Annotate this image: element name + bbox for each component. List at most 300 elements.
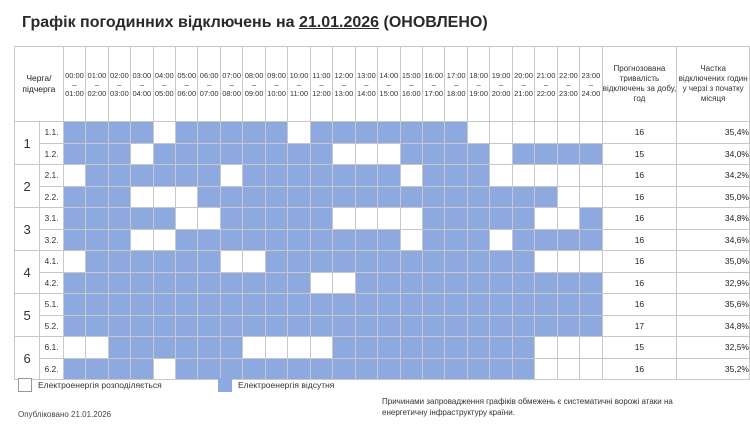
- hour-from: 12:00: [334, 70, 354, 80]
- subqueue-label: 2.2.: [40, 186, 63, 208]
- hour-to: 21:00: [514, 88, 533, 98]
- outage-cell: [243, 208, 265, 230]
- outage-cell: [288, 143, 310, 165]
- outage-cell: [535, 229, 557, 251]
- outage-cell: [423, 294, 445, 316]
- outage-cell: [176, 358, 198, 380]
- hour-header: [580, 47, 602, 122]
- hour-header: [198, 47, 220, 122]
- power-cell: [265, 337, 287, 359]
- duration-value: 16: [602, 358, 677, 380]
- power-cell: [557, 251, 579, 273]
- outage-cell: [355, 165, 377, 187]
- power-cell: [153, 358, 175, 380]
- hour-to: 16:00: [401, 88, 421, 98]
- hour-from: 16:00: [424, 70, 444, 80]
- outage-cell: [400, 122, 422, 144]
- power-cell: [400, 208, 422, 230]
- outage-cell: [176, 165, 198, 187]
- power-cell: [153, 229, 175, 251]
- subqueue-label: 4.1.: [40, 251, 63, 273]
- outage-cell: [198, 229, 220, 251]
- subqueue-label: 4.2.: [40, 272, 63, 294]
- outage-cell: [467, 315, 489, 337]
- outage-cell: [198, 337, 220, 359]
- outage-cell: [400, 315, 422, 337]
- outage-cell: [176, 272, 198, 294]
- power-cell: [557, 358, 579, 380]
- table-row: [15, 165, 750, 187]
- outage-cell: [512, 294, 534, 316]
- outage-cell: [265, 143, 287, 165]
- outage-cell: [378, 186, 400, 208]
- outage-cell: [467, 208, 489, 230]
- hour-header: [378, 47, 400, 122]
- outage-cell: [131, 122, 153, 144]
- outage-cell: [467, 358, 489, 380]
- outage-cell: [86, 165, 108, 187]
- outage-cell: [310, 186, 332, 208]
- duration-value: 16: [602, 186, 677, 208]
- subqueue-label: 1.2.: [40, 143, 63, 165]
- power-cell: [63, 337, 85, 359]
- duration-value: 16: [602, 272, 677, 294]
- hour-header: [512, 47, 534, 122]
- queue-number: 4: [15, 251, 40, 294]
- hour-to: 06:00: [177, 88, 197, 98]
- queue-number: 2: [15, 165, 40, 208]
- outage-cell: [220, 315, 242, 337]
- outage-cell: [535, 272, 557, 294]
- hour-dash: –: [274, 79, 279, 89]
- outage-cell: [265, 186, 287, 208]
- outage-cell: [220, 358, 242, 380]
- power-cell: [333, 208, 355, 230]
- outage-cell: [378, 229, 400, 251]
- outage-cell: [153, 251, 175, 273]
- outage-cell: [220, 229, 242, 251]
- hour-from: 03:00: [132, 70, 152, 80]
- power-cell: [557, 122, 579, 144]
- power-cell: [355, 143, 377, 165]
- hour-dash: –: [341, 79, 346, 89]
- outage-cell: [400, 143, 422, 165]
- outage-cell: [535, 294, 557, 316]
- share-value: 34,2%: [677, 165, 750, 187]
- outage-cell: [86, 229, 108, 251]
- outage-cell: [198, 358, 220, 380]
- hour-header: [490, 47, 512, 122]
- hour-to: 23:00: [559, 88, 578, 98]
- outage-cell: [535, 186, 557, 208]
- outage-cell: [243, 294, 265, 316]
- outage-cell: [153, 337, 175, 359]
- outage-cell: [86, 251, 108, 273]
- outage-cell: [557, 272, 579, 294]
- hour-dash: –: [521, 79, 526, 89]
- hour-from: 20:00: [514, 70, 533, 80]
- outage-cell: [86, 358, 108, 380]
- hour-to: 18:00: [446, 88, 466, 98]
- outage-cell: [423, 122, 445, 144]
- hour-header: [333, 47, 355, 122]
- outage-cell: [108, 315, 130, 337]
- outage-cell: [333, 122, 355, 144]
- outage-cell: [86, 208, 108, 230]
- outage-cell: [355, 229, 377, 251]
- hour-dash: –: [543, 79, 549, 89]
- hour-dash: –: [117, 79, 122, 89]
- outage-cell: [243, 229, 265, 251]
- power-cell: [557, 208, 579, 230]
- outage-cell: [580, 315, 602, 337]
- hour-from: 06:00: [199, 70, 219, 80]
- outage-cell: [108, 294, 130, 316]
- published-date: Опубліковано 21.01.2026: [18, 410, 112, 419]
- outage-cell: [220, 143, 242, 165]
- outage-cell: [355, 358, 377, 380]
- hour-dash: –: [252, 79, 257, 89]
- outage-cell: [445, 186, 467, 208]
- outage-cell: [423, 208, 445, 230]
- outage-cell: [355, 294, 377, 316]
- power-cell: [490, 122, 512, 144]
- outage-cell: [467, 272, 489, 294]
- power-cell: [535, 337, 557, 359]
- legend-on-label: Електроенергія розподіляється: [38, 380, 162, 390]
- hour-header: [557, 47, 579, 122]
- hour-header: [310, 47, 332, 122]
- outage-cell: [243, 165, 265, 187]
- power-cell: [400, 165, 422, 187]
- outage-cell: [198, 272, 220, 294]
- table-row: [15, 143, 750, 165]
- outage-cell: [63, 315, 85, 337]
- outage-cell: [153, 294, 175, 316]
- outage-cell: [512, 358, 534, 380]
- outage-cell: [355, 122, 377, 144]
- hour-header: [243, 47, 265, 122]
- hour-header: [176, 47, 198, 122]
- outage-cell: [243, 315, 265, 337]
- outage-cell: [467, 186, 489, 208]
- hour-from: 11:00: [312, 70, 331, 80]
- power-cell: [580, 165, 602, 187]
- outage-cell: [86, 143, 108, 165]
- outage-cell: [220, 337, 242, 359]
- outage-cell: [153, 143, 175, 165]
- hour-dash: –: [139, 79, 144, 89]
- power-cell: [220, 165, 242, 187]
- outage-cell: [108, 229, 130, 251]
- outage-cell: [176, 122, 198, 144]
- outage-cell: [108, 165, 130, 187]
- table-row: [15, 358, 750, 380]
- hour-from: 18:00: [469, 70, 489, 80]
- outage-cell: [86, 186, 108, 208]
- outage-cell: [153, 315, 175, 337]
- outage-cell: [86, 315, 108, 337]
- power-cell: [490, 229, 512, 251]
- power-cell: [176, 186, 198, 208]
- subqueue-label: 3.2.: [40, 229, 63, 251]
- table-row: [15, 272, 750, 294]
- share-value: 34,0%: [677, 143, 750, 165]
- hour-from: 05:00: [177, 70, 197, 80]
- hour-to: 01:00: [65, 88, 84, 98]
- table-row: [15, 208, 750, 230]
- outage-cell: [198, 315, 220, 337]
- outage-cell: [108, 186, 130, 208]
- outage-cell: [131, 272, 153, 294]
- table-row: [15, 337, 750, 359]
- legend-on-swatch: [18, 378, 32, 392]
- power-cell: [63, 251, 85, 273]
- legend-on: [18, 378, 162, 392]
- outage-cell: [333, 294, 355, 316]
- outage-cell: [288, 358, 310, 380]
- hour-from: 23:00: [581, 70, 601, 80]
- hour-header: [131, 47, 153, 122]
- outage-cell: [265, 358, 287, 380]
- duration-value: 16: [602, 294, 677, 316]
- outage-cell: [265, 165, 287, 187]
- power-cell: [153, 122, 175, 144]
- queue-number: 3: [15, 208, 40, 251]
- power-cell: [153, 186, 175, 208]
- hour-to: 17:00: [424, 88, 444, 98]
- subqueue-label: 1.1.: [40, 122, 63, 144]
- power-cell: [512, 165, 534, 187]
- power-cell: [63, 165, 85, 187]
- hour-from: 08:00: [244, 70, 264, 80]
- hour-header: [63, 47, 85, 122]
- outage-cell: [198, 122, 220, 144]
- outage-cell: [400, 337, 422, 359]
- outage-cell: [355, 186, 377, 208]
- outage-cell: [63, 229, 85, 251]
- power-cell: [535, 165, 557, 187]
- outage-cell: [86, 294, 108, 316]
- hour-dash: –: [229, 79, 234, 89]
- outage-cell: [265, 122, 287, 144]
- outage-cell: [198, 294, 220, 316]
- outage-cell: [400, 251, 422, 273]
- hour-dash: –: [588, 79, 593, 89]
- duration-value: 16: [602, 165, 677, 187]
- power-cell: [243, 251, 265, 273]
- hour-header: [467, 47, 489, 122]
- outage-cell: [423, 337, 445, 359]
- outage-cell: [580, 143, 602, 165]
- hour-from: 09:00: [267, 70, 286, 80]
- outage-cell: [310, 165, 332, 187]
- outage-cell: [490, 272, 512, 294]
- outage-cell: [512, 337, 534, 359]
- power-cell: [310, 272, 332, 294]
- queue-header: Черга/ підчерга: [15, 47, 64, 122]
- outage-cell: [490, 294, 512, 316]
- outage-cell: [557, 315, 579, 337]
- page-title: [22, 14, 488, 32]
- outage-cell: [467, 251, 489, 273]
- outage-cell: [108, 143, 130, 165]
- outage-cell: [467, 143, 489, 165]
- hour-dash: –: [476, 79, 481, 89]
- power-cell: [580, 251, 602, 273]
- outage-cell: [198, 165, 220, 187]
- hour-to: 02:00: [87, 88, 107, 98]
- subqueue-label: 5.1.: [40, 294, 63, 316]
- outage-cell: [400, 358, 422, 380]
- hour-dash: –: [499, 79, 504, 89]
- share-value: 35,4%: [677, 122, 750, 144]
- outage-cell: [445, 315, 467, 337]
- duration-value: 15: [602, 337, 677, 359]
- outage-cell: [131, 358, 153, 380]
- outage-cell: [198, 186, 220, 208]
- outage-cell: [535, 315, 557, 337]
- subqueue-label: 6.2.: [40, 358, 63, 380]
- outage-cell: [131, 165, 153, 187]
- outage-cell: [445, 272, 467, 294]
- legend-off: [218, 378, 334, 392]
- outage-cell: [288, 186, 310, 208]
- outage-cell: [333, 358, 355, 380]
- outage-cell: [198, 251, 220, 273]
- outage-cell: [288, 294, 310, 316]
- outage-cell: [310, 251, 332, 273]
- outage-cell: [557, 143, 579, 165]
- power-cell: [220, 251, 242, 273]
- power-cell: [131, 229, 153, 251]
- outage-cell: [512, 251, 534, 273]
- outage-cell: [288, 315, 310, 337]
- power-cell: [535, 122, 557, 144]
- outage-cell: [243, 143, 265, 165]
- duration-value: 16: [602, 208, 677, 230]
- table-row: [15, 294, 750, 316]
- outage-cell: [220, 208, 242, 230]
- outage-cell: [445, 165, 467, 187]
- power-cell: [400, 229, 422, 251]
- duration-header: Прогнозована тривалість відключень за добу, год: [602, 47, 677, 122]
- outage-cell: [512, 143, 534, 165]
- power-cell: [310, 337, 332, 359]
- outage-cell: [86, 272, 108, 294]
- schedule-table: [14, 46, 750, 380]
- table-row: [15, 186, 750, 208]
- outage-cell: [86, 122, 108, 144]
- hour-dash: –: [184, 79, 189, 89]
- hour-to: 15:00: [379, 88, 399, 98]
- outage-cell: [63, 358, 85, 380]
- power-cell: [535, 251, 557, 273]
- outage-cell: [176, 315, 198, 337]
- outage-cell: [288, 229, 310, 251]
- share-value: 32,5%: [677, 337, 750, 359]
- duration-value: 16: [602, 229, 677, 251]
- outage-cell: [108, 122, 130, 144]
- hour-header: [400, 47, 422, 122]
- outage-cell: [378, 337, 400, 359]
- hour-from: 07:00: [222, 70, 242, 80]
- outage-cell: [467, 165, 489, 187]
- hour-dash: –: [431, 79, 436, 89]
- hour-from: 19:00: [491, 70, 511, 80]
- outage-cell: [108, 358, 130, 380]
- power-cell: [131, 143, 153, 165]
- outage-cell: [131, 251, 153, 273]
- outage-cell: [378, 122, 400, 144]
- hour-dash: –: [454, 79, 459, 89]
- outage-cell: [333, 186, 355, 208]
- outage-cell: [176, 229, 198, 251]
- share-value: 35,0%: [677, 251, 750, 273]
- hour-dash: –: [162, 79, 167, 89]
- outage-cell: [176, 294, 198, 316]
- outage-cell: [467, 337, 489, 359]
- hour-header: [265, 47, 287, 122]
- outage-cell: [445, 251, 467, 273]
- table-row: [15, 122, 750, 144]
- outage-cell: [220, 272, 242, 294]
- legend-off-swatch: [218, 378, 232, 392]
- power-cell: [243, 337, 265, 359]
- hour-dash: –: [386, 79, 391, 89]
- hour-dash: –: [566, 79, 571, 89]
- hour-from: 01:00: [87, 70, 107, 80]
- outage-cell: [198, 143, 220, 165]
- outage-cell: [310, 229, 332, 251]
- power-cell: [512, 122, 534, 144]
- hour-header: [445, 47, 467, 122]
- outage-cell: [445, 358, 467, 380]
- duration-value: 17: [602, 315, 677, 337]
- outage-cell: [288, 251, 310, 273]
- hour-to: 09:00: [244, 88, 264, 98]
- outage-cell: [310, 294, 332, 316]
- share-value: 35,0%: [677, 186, 750, 208]
- table-row: [15, 315, 750, 337]
- outage-cell: [108, 272, 130, 294]
- outage-cell: [310, 315, 332, 337]
- outage-cell: [423, 229, 445, 251]
- power-cell: [288, 337, 310, 359]
- outage-cell: [490, 251, 512, 273]
- outage-cell: [108, 208, 130, 230]
- queue-number: 6: [15, 337, 40, 380]
- power-cell: [535, 208, 557, 230]
- subqueue-label: 5.2.: [40, 315, 63, 337]
- outage-cell: [333, 229, 355, 251]
- outage-cell: [108, 251, 130, 273]
- subqueue-label: 6.1.: [40, 337, 63, 359]
- power-cell: [176, 208, 198, 230]
- power-cell: [580, 337, 602, 359]
- hour-dash: –: [364, 79, 369, 89]
- outage-cell: [378, 272, 400, 294]
- hour-to: 19:00: [469, 88, 489, 98]
- legend-off-label: Електроенергія відсутня: [238, 380, 335, 390]
- outage-cell: [512, 315, 534, 337]
- outage-cell: [467, 294, 489, 316]
- title-suffix: (ОНОВЛЕНО): [379, 14, 488, 31]
- duration-value: 15: [602, 143, 677, 165]
- hour-to: 07:00: [199, 88, 219, 98]
- outage-cell: [333, 165, 355, 187]
- outage-cell: [355, 337, 377, 359]
